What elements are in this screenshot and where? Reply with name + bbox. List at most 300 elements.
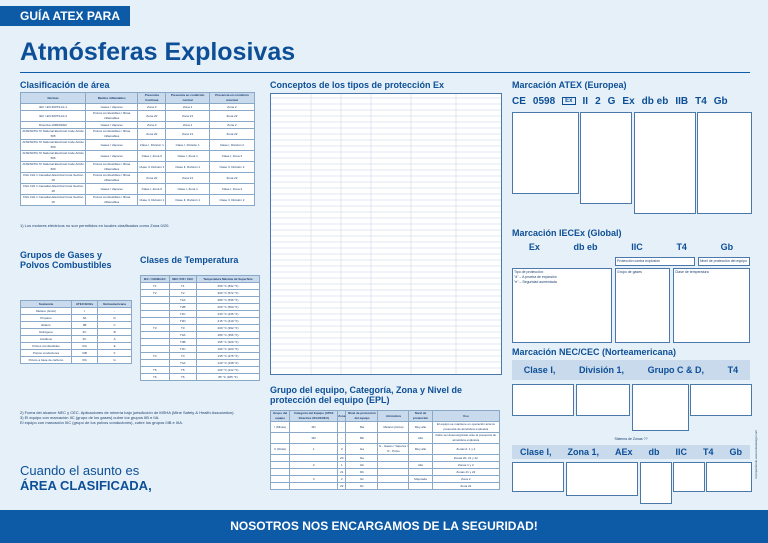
temp-cell — [141, 311, 170, 318]
temp-cell: T3C — [169, 346, 196, 353]
nec2-temp: T4 — [702, 447, 714, 457]
area-cell: Directiva 1999/92/EC — [21, 122, 86, 129]
nec-clase: Clase I, — [523, 365, 556, 375]
nec2-prot: db — [648, 447, 660, 457]
area-cell: Zona 2 — [209, 104, 254, 111]
equipo-cell: Zonas 20, 21 y 22 — [432, 455, 499, 462]
area-cell: Zona 1 — [166, 104, 210, 111]
area-cell: Zona 1 — [166, 122, 210, 129]
gases-row — [21, 308, 132, 315]
gases-row — [21, 315, 132, 322]
guide-banner: GUÍA ATEX PARA — [0, 6, 130, 26]
temp-cell: T3 — [169, 325, 196, 332]
temp-cell: 300 °C (572 °F) — [196, 290, 259, 297]
category-mark: 2 — [595, 95, 601, 107]
area-row — [21, 173, 255, 184]
gases-row — [21, 336, 132, 343]
temp-cell: T2A — [169, 297, 196, 304]
iecex-temp: T4 — [676, 242, 687, 252]
area-row — [21, 140, 255, 151]
equipo-cell: Metano (Grisú) — [378, 422, 409, 433]
conceptos-grid — [271, 94, 501, 374]
equipo-cell: Muy alto — [409, 444, 432, 455]
equipo-cell — [290, 469, 338, 476]
area-cell: CSA C22.1 Canadian Electrical Code Section 18 — [21, 184, 86, 195]
temp-cell: T3B — [169, 339, 196, 346]
equipo-cell — [378, 433, 409, 444]
temp-cell: T2C — [169, 311, 196, 318]
temp-row — [141, 290, 260, 297]
gases-table — [20, 300, 132, 364]
side-credit: Compartiendo www.kriesdesign.com — [754, 430, 758, 479]
temp-row — [141, 318, 260, 325]
section-temp-title: Clases de Temperatura — [140, 255, 239, 265]
iecex-prot: db eb — [573, 242, 598, 252]
equipo-cell: M2 — [290, 433, 338, 444]
equipo-cell: Dc — [346, 483, 378, 490]
temp-row — [141, 332, 260, 339]
temp-header: Temperatura Máxima de Superficie — [196, 276, 259, 283]
temp-cell: 165 °C (329 °F) — [196, 339, 259, 346]
equipo-cell: Alto — [409, 433, 432, 444]
area-cell: Clase I, Zona 2 — [209, 184, 254, 195]
equipo-row — [271, 455, 500, 462]
temp-cell: 260 °C (500 °F) — [196, 304, 259, 311]
gases-cell: Metano (Grisú) — [21, 308, 72, 315]
equipo-cell: Mejorada — [409, 476, 432, 483]
temp-cell: 180 °C (356 °F) — [196, 332, 259, 339]
nec2-aex: AEx — [615, 447, 633, 457]
equipo-header: Grupo del equipo — [271, 411, 290, 422]
equipo-cell: Zonas 1 y 2 — [432, 462, 499, 469]
area-cell: Zona 21 — [166, 173, 210, 184]
equipo-cell: Da — [346, 455, 378, 462]
area-cell: Polvos combustibles / fibras inflamables — [86, 162, 138, 173]
temp-row — [141, 311, 260, 318]
area-row — [21, 129, 255, 140]
temp-cell: T2 — [169, 290, 196, 297]
temp-header: IEC / CENELEC — [141, 276, 170, 283]
equipo-cell: 1 — [338, 462, 346, 469]
section-nec-title: Marcación NEC/CEC (Norteamericana) — [512, 347, 677, 357]
temp-row — [141, 325, 260, 332]
atex-marking — [512, 94, 750, 108]
cuando-line2: ÁREA CLASIFICADA, — [20, 478, 152, 493]
temp-cell: 120 °C (248 °F) — [196, 360, 259, 367]
equipo-cell: M1 — [290, 422, 338, 433]
equipo-cell: Gb — [346, 462, 378, 469]
area-cell: Zona 20 — [138, 111, 166, 122]
equipo-cell: Muy alto — [409, 422, 432, 433]
equipo-cell: 0 — [338, 444, 346, 455]
area-cell: ANSI/NFPA 70 National Electrical Code Article 506 — [22, 151, 84, 160]
area-cell: Zona 21 — [166, 129, 210, 140]
temp-cell — [141, 297, 170, 304]
ex-hexagon: Ex — [562, 97, 575, 105]
gases-row — [21, 343, 132, 350]
area-row — [21, 111, 255, 122]
equipo-cell: - — [338, 422, 346, 433]
temp-row — [141, 297, 260, 304]
equipo-cell: Zona 22 — [432, 483, 499, 490]
temp-cell: 450 °C (842 °F) — [196, 283, 259, 290]
equipo-cell — [409, 469, 432, 476]
gases-cell: IIIC — [72, 357, 98, 364]
equipo-cell — [378, 462, 409, 469]
area-row — [21, 151, 255, 162]
page-title: Atmósferas Explosivas — [20, 38, 296, 66]
gases-row — [21, 322, 132, 329]
area-cell: Clase II, División 1 — [166, 162, 210, 173]
ex-mark: Ex — [622, 95, 635, 107]
temp-cell: T6 — [169, 374, 196, 381]
temp-cell: 215 °C (419 °F) — [196, 318, 259, 325]
iecex-note-1 — [512, 268, 612, 343]
equipo-cell: Gc — [346, 476, 378, 483]
iecex-epl: Gb — [720, 242, 734, 252]
gases-row — [21, 350, 132, 357]
nec2-note-1 — [512, 462, 564, 492]
temp-cell: T1 — [169, 283, 196, 290]
protection-mark: db eb — [641, 95, 669, 107]
gases-cell: Acetileno — [21, 336, 72, 343]
area-cell: IEC / EN 60079-10-2 — [21, 111, 86, 122]
temp-cell: T2D — [169, 318, 196, 325]
equipo-cell: El equipo se mantiene en operación ante la presencia de atmósfera explosiva — [432, 422, 499, 433]
equipo-cell: 21 — [338, 469, 346, 476]
area-cell: ANSI/NFPA 70 National Electrical Code Article 505 — [22, 129, 84, 138]
area-row — [21, 104, 255, 111]
gases-cell: Polvos a base de carbono — [21, 357, 72, 364]
area-cell: IEC / EN 60079-10-1 — [21, 104, 86, 111]
temp-cell: T6 — [141, 374, 170, 381]
equipo-cell: 22 — [338, 483, 346, 490]
gases-cell: IIIB — [72, 350, 98, 357]
area-cell: Zona 22 — [209, 129, 254, 140]
equipo-cell — [378, 455, 409, 462]
section-conceptos-title: Conceptos de los tipos de protección Ex — [270, 80, 445, 90]
nec-note-1 — [512, 384, 574, 416]
area-cell: Gases / Vapores — [86, 104, 138, 111]
temp-cell: T3 — [141, 325, 170, 332]
area-header: Presencia en condición anormal — [209, 93, 254, 104]
equipo-cell — [378, 469, 409, 476]
temp-cell: 280 °C (536 °F) — [196, 297, 259, 304]
temp-class-mark: T4 — [695, 95, 707, 107]
equipo-row — [271, 433, 500, 444]
equipo-cell: Mb — [346, 433, 378, 444]
area-cell: Polvos combustibles / fibras inflamables — [86, 111, 138, 122]
temp-cell: T4 — [169, 353, 196, 360]
equipo-cell: Debe ser desenergizado ante la presencia de atmósfera explosiva — [432, 433, 499, 444]
nec-note-4 — [690, 384, 752, 416]
area-cell: Clase I, Zona 0 — [138, 151, 166, 162]
nec-grupo: Grupo C & D, — [647, 365, 705, 375]
equipo-cell — [271, 483, 290, 490]
area-footnote: 1) Los motores eléctricos no son permitidos en locales clasificados como Zona 0/20. — [20, 223, 170, 228]
temp-row — [141, 367, 260, 374]
gases-cell: B — [98, 329, 132, 336]
section-iecex-title: Marcación IECEx (Global) — [512, 228, 622, 238]
iecex-note-tipo: Tipo de protección: — [514, 270, 544, 274]
area-cell: Zona 20 — [138, 173, 166, 184]
equipo-cell: Ga — [346, 444, 378, 455]
equipo-cell: 2 — [290, 462, 338, 469]
equipo-cell: Db — [346, 469, 378, 476]
equipo-cell — [378, 483, 409, 490]
area-cell: Zona 22 — [209, 173, 254, 184]
equipo-row — [271, 444, 500, 455]
nec2-note-2 — [566, 462, 638, 496]
equipo-cell — [378, 476, 409, 483]
area-cell: Clase II, División 2 — [209, 195, 254, 206]
equipo-cell: 20 — [338, 455, 346, 462]
temp-row — [141, 374, 260, 381]
temp-cell — [141, 318, 170, 325]
nec2-gas: IIC — [675, 447, 687, 457]
area-cell: Gases / Vapores — [86, 151, 138, 162]
cuando-text — [20, 463, 152, 493]
equipo-table — [270, 410, 500, 490]
temp-cell — [141, 346, 170, 353]
iecex-note-3: Clase de temperatura — [673, 268, 750, 343]
iecex-note-5: Nivel de protección del equipo — [698, 257, 750, 266]
iecex-note-d: "d" – A prueba de explosión — [514, 275, 557, 279]
area-cell: CSA C22.1 Canadian Electrical Code Section 18 — [21, 173, 86, 184]
temp-cell: 85 °C (185 °F) — [196, 374, 259, 381]
area-cell: Polvos combustibles / fibras inflamables — [86, 173, 138, 184]
temp-cell: T4A — [169, 360, 196, 367]
nec2-note-4 — [673, 462, 705, 492]
gases-cell: E — [98, 343, 132, 350]
gases-cell: G — [98, 357, 132, 364]
equipo-cell: 2 — [338, 476, 346, 483]
area-row — [21, 162, 255, 173]
gases-cell: IIIA — [72, 343, 98, 350]
equipo-cell — [271, 476, 290, 483]
area-row — [21, 122, 255, 129]
area-cell: Clase I, Zona 0 — [138, 184, 166, 195]
iecex-note-2: Grupo de gases — [615, 268, 670, 343]
equipo-cell: I (Minas) — [271, 422, 290, 433]
area-cell: CSA C22.1 Canadian Electrical Code Section 18 — [21, 195, 86, 206]
equipo-cell: Ma — [346, 422, 378, 433]
temp-header: NEC 500 / CEC — [169, 276, 196, 283]
nec2-zona: Zona 1, — [567, 447, 600, 457]
area-cell: Clase I, División 1 — [166, 140, 210, 151]
temp-cell: 135 °C (275 °F) — [196, 353, 259, 360]
gases-header: ATEX IECEx — [72, 301, 98, 308]
equipo-row — [271, 476, 500, 483]
area-cell: Clase I, División 2 — [209, 140, 254, 151]
equipo-cell: 3 — [290, 476, 338, 483]
temp-cell: T2B — [169, 304, 196, 311]
iecex-marking — [512, 242, 750, 254]
notified-body-number: 0598 — [532, 95, 556, 107]
equipo-row — [271, 462, 500, 469]
equipo-cell: Zonas 0, 1 y 2 — [432, 444, 499, 455]
nec-marking-2 — [512, 445, 750, 459]
equipo-cell — [290, 483, 338, 490]
cuando-line1: Cuando el asunto es — [20, 463, 140, 478]
equipo-row — [271, 483, 500, 490]
temp-cell — [141, 304, 170, 311]
atmosphere-mark: G — [607, 95, 616, 107]
atex-note-2 — [580, 112, 632, 204]
equipo-cell — [271, 469, 290, 476]
area-cell: ANSI/NFPA 70 National Electrical Code Article 500 — [22, 140, 84, 149]
equipo-cell — [271, 455, 290, 462]
area-cell: Clase I, Zona 1 — [166, 184, 210, 195]
equipo-cell — [271, 433, 290, 444]
equipo-cell — [271, 462, 290, 469]
temp-cell — [141, 339, 170, 346]
area-cell: Gases / Vapores — [86, 184, 138, 195]
iecex-gas: IIC — [631, 242, 643, 252]
section-gases-title: Grupos de Gases y Polvos Combustibles — [20, 250, 112, 270]
temp-row — [141, 283, 260, 290]
gases-cell: IIC — [72, 329, 98, 336]
gases-row — [21, 329, 132, 336]
area-cell: Clase II, División 1 — [138, 195, 166, 206]
area-header: Presencia Continua — [138, 93, 166, 104]
temp-cell: T4 — [141, 353, 170, 360]
equipo-cell: II (Otras) — [271, 444, 290, 455]
equipo-cell: G - Gases / Vapores / D - Polvo — [379, 444, 408, 453]
temp-cell: 230 °C (446 °F) — [196, 311, 259, 318]
area-cell: Zona 22 — [209, 111, 254, 122]
gases-header: Sustancia — [21, 301, 72, 308]
area-row — [21, 184, 255, 195]
gases-cell: IIB — [72, 322, 98, 329]
equipo-cell: Zona 2 — [432, 476, 499, 483]
area-row — [21, 195, 255, 206]
atex-note-3 — [634, 112, 696, 214]
nec-zone-header: Sistema de Zonas ?? — [614, 437, 648, 441]
gases-cell: - — [98, 308, 132, 315]
area-cell: Zona 20 — [138, 129, 166, 140]
gases-cell: I — [72, 308, 98, 315]
atex-note-4 — [697, 112, 752, 214]
gases-cell: IIC — [72, 336, 98, 343]
area-cell: Zona 0 — [138, 104, 166, 111]
equipo-header: Categoría del Equipo (ATEX Directive 2014/34/EU) — [290, 411, 338, 422]
gases-cell: IIA — [72, 315, 98, 322]
temp-cell: 200 °C (392 °F) — [196, 325, 259, 332]
nec-division: División 1, — [578, 365, 624, 375]
area-cell: Gases / Vapores — [86, 140, 138, 151]
temp-cell: T5 — [169, 367, 196, 374]
nec2-clase: Clase I, — [519, 447, 552, 457]
gases-cell: Etileno — [21, 322, 72, 329]
equipo-cell — [409, 455, 432, 462]
area-header: Normas — [21, 93, 86, 104]
equipo-header: Uso — [432, 411, 499, 422]
area-cell: Clase I, Zona 2 — [209, 151, 254, 162]
gases-header: Norteamericana — [98, 301, 132, 308]
equipo-cell — [409, 483, 432, 490]
nec-note-3 — [632, 384, 689, 431]
temp-cell: T2 — [141, 290, 170, 297]
area-cell: Polvos combustibles / fibras inflamables — [86, 129, 138, 140]
area-table — [20, 92, 255, 206]
equipo-cell: 1 — [290, 444, 338, 455]
nec2-note-3 — [640, 462, 672, 504]
bottom-banner: NOSOTROS NOS ENCARGAMOS DE LA SEGURIDAD! — [0, 510, 768, 543]
area-cell: Polvos combustibles / fibras inflamables — [86, 195, 138, 206]
area-cell: ANSI/NFPA 70 National Electrical Code Article 500 — [22, 162, 84, 171]
gases-footnote: 2) Fuera del alcance NEC y CEC. Aplicaciones de minería bajo jurisdicción de MSHA (Mine Safety & Health Association). 3) El equipo con marcación IIC (grupo de los gases) cubre los grupos IIB e IIA. El equipo con marcación IIIC (grupo de los polvos conductores), cubre los grupos IIIB e IIIA. — [20, 410, 235, 425]
nec-marking — [512, 360, 750, 380]
area-cell: Gases / Vapores — [86, 122, 138, 129]
gases-cell: D — [98, 315, 132, 322]
gases-cell: C — [98, 322, 132, 329]
equipo-header: Nivel de protección — [409, 411, 432, 422]
area-header: Medios inflamables — [86, 93, 138, 104]
gases-cell: Polvos conductores — [21, 350, 72, 357]
section-equipo-title: Grupo del equipo, Categoría, Zona y Nivel de protección del equipo (EPL) — [270, 385, 463, 405]
iecex-ex: Ex — [528, 242, 540, 252]
gases-cell: Hidrógeno — [21, 329, 72, 336]
temp-row — [141, 304, 260, 311]
temp-cell: T3A — [169, 332, 196, 339]
nec-note-2 — [576, 384, 630, 416]
equipo-cell — [290, 455, 338, 462]
gases-cell: F — [98, 350, 132, 357]
equipo-cell: Alto — [409, 462, 432, 469]
section-atex-title: Marcación ATEX (Europea) — [512, 80, 627, 90]
gases-cell: A — [98, 336, 132, 343]
temp-row — [141, 360, 260, 367]
equipo-cell: Zonas 21 y 22 — [432, 469, 499, 476]
temp-row — [141, 339, 260, 346]
equipo-row — [271, 469, 500, 476]
atex-note-1 — [512, 112, 579, 194]
temp-cell: 100 °C (212 °F) — [196, 367, 259, 374]
divider — [20, 72, 750, 73]
area-cell: Clase I, Zona 1 — [166, 151, 210, 162]
temp-cell — [141, 360, 170, 367]
temp-cell: 160 °C (320 °F) — [196, 346, 259, 353]
temp-cell — [141, 332, 170, 339]
area-cell: Clase II, División 2 — [209, 162, 254, 173]
area-cell: Clase I, División 1 — [138, 140, 166, 151]
gas-group-mark: IIB — [675, 95, 689, 107]
iecex-note-e: "e" – Seguridad aumentada — [514, 280, 557, 284]
area-cell: Clase II, División 1 — [138, 162, 166, 173]
area-cell: Zona 2 — [209, 122, 254, 129]
area-header: Presencia en condición normal — [166, 93, 210, 104]
ce-mark: CE — [512, 95, 526, 107]
section-area-title: Clasificación de área — [20, 80, 110, 90]
equipo-header: Zona — [338, 411, 346, 422]
group-mark: II — [582, 95, 589, 107]
equipo-header: Atmósfera — [378, 411, 409, 422]
iecex-note-4: Protección contra explosión — [615, 257, 695, 266]
nec2-note-5 — [706, 462, 752, 492]
gases-cell: Propano — [21, 315, 72, 322]
equipo-header: Nivel de protección del equipo — [346, 411, 378, 422]
equipo-cell: - — [338, 433, 346, 444]
area-cell: Zona 0 — [138, 122, 166, 129]
epl-mark: Gb — [713, 95, 728, 107]
temp-row — [141, 346, 260, 353]
temp-cell: T5 — [141, 367, 170, 374]
gases-row — [21, 357, 132, 364]
temp-cell: T1 — [141, 283, 170, 290]
nec-temp: T4 — [727, 365, 739, 375]
gases-cell: Polvos combustibles — [21, 343, 72, 350]
